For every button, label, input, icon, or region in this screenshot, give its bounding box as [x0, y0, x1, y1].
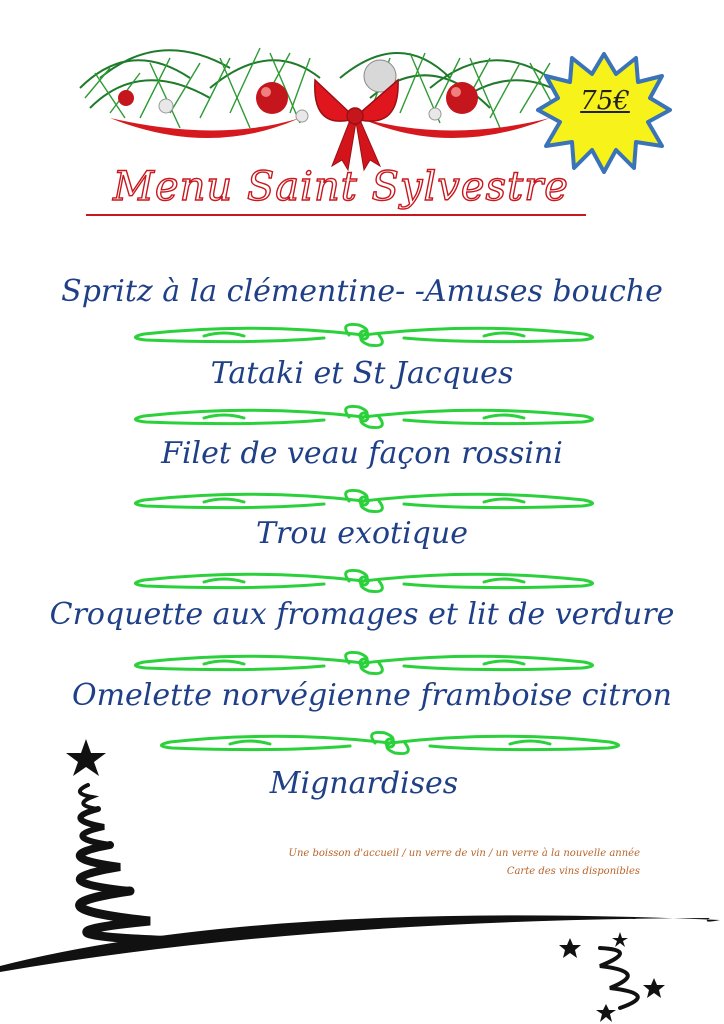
ornament-divider [124, 320, 604, 350]
ornament-divider [124, 566, 604, 596]
menu-item-5: Croquette aux fromages et lit de verdure [49, 597, 675, 632]
menu-item-2: Tataki et St Jacques [210, 356, 514, 391]
page-title: Menu Saint Sylvestre [113, 164, 569, 210]
menu-item-7: Mignardises [269, 766, 459, 801]
ornament-divider [150, 728, 630, 758]
menu-item-6: Omelette norvégienne framboise citron [72, 678, 672, 713]
stars-decoration-icon [550, 930, 724, 1024]
christmas-garland-decoration [70, 18, 590, 188]
title-underline [86, 214, 586, 216]
price-label: 75€ [580, 86, 630, 116]
ornament-divider [124, 402, 604, 432]
drinks-note: Une boisson d'accueil / un verre de vin / un verre à la nouvelle année [288, 848, 640, 859]
wine-list-note: Carte des vins disponibles [506, 866, 640, 877]
menu-item-3: Filet de veau façon rossini [161, 436, 563, 471]
ornament-divider [124, 486, 604, 516]
menu-item-4: Trou exotique [256, 516, 468, 551]
menu-item-1: Spritz à la clémentine- -Amuses bouche [61, 274, 663, 309]
ornament-divider [124, 648, 604, 678]
